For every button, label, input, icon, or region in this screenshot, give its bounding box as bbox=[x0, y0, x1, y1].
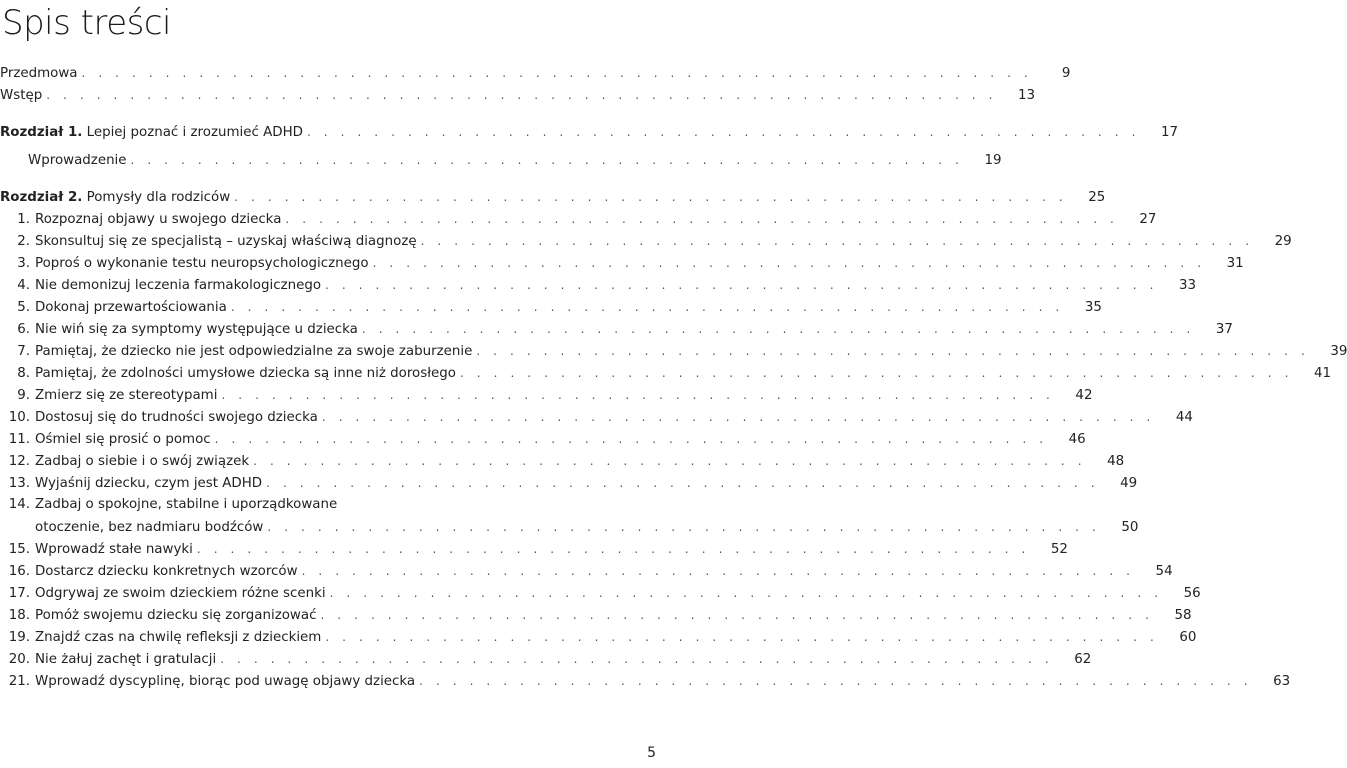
toc-item-number: 9. bbox=[17, 388, 30, 403]
toc-page-number: 39 bbox=[1330, 344, 1347, 359]
dot-leader: . . . . . . . . . . . . . . . . . . . . . . . . . . . . . . . . . . . . . . . . . . . . . . . . . . bbox=[266, 476, 1100, 490]
toc-item[interactable] bbox=[0, 428, 1086, 450]
toc-item-label: Wprowadź stałe nawyki bbox=[35, 542, 193, 557]
toc-item[interactable] bbox=[0, 604, 1192, 626]
toc-item-number: 14. bbox=[8, 497, 30, 512]
toc-item[interactable] bbox=[0, 208, 1157, 230]
dot-leader: . . . . . . . . . . . . . . . . . . . . . . . . . . . . . . . . . . . . . . . . . . . . . . . . . . bbox=[214, 432, 1048, 446]
dot-leader: . . . . . . . . . . . . . . . . . . . . . . . . . . . . . . . . . . . . . . . . . . . . . . . . . . . . . . . . . bbox=[46, 88, 998, 102]
toc-entry-wstep[interactable] bbox=[0, 84, 1036, 106]
toc-page-number: 31 bbox=[1226, 256, 1244, 271]
toc-item-number: 13. bbox=[8, 476, 30, 491]
chapter-title: Pomysły dla rodziców bbox=[86, 190, 231, 205]
toc-page-number: 49 bbox=[1120, 476, 1138, 491]
toc-item[interactable] bbox=[0, 296, 1102, 318]
dot-leader: . . . . . . . . . . . . . . . . . . . . . . . . . . . . . . . . . . . . . . . . . . . . . . . . . . bbox=[267, 520, 1101, 534]
dot-leader: . . . . . . . . . . . . . . . . . . . . . . . . . . . . . . . . . . . . . . . . . . . . . . . . . . bbox=[420, 234, 1254, 248]
toc-item-number: 6. bbox=[17, 322, 30, 337]
toc-item-label: Zmierz się ze stereotypami bbox=[35, 388, 218, 403]
toc-item[interactable] bbox=[0, 230, 1292, 252]
toc-item-label: Zadbaj o spokojne, stabilne i uporządkowane bbox=[35, 497, 338, 512]
toc-page-number: 9 bbox=[1061, 66, 1071, 81]
toc-item[interactable] bbox=[0, 582, 1201, 604]
dot-leader: . . . . . . . . . . . . . . . . . . . . . . . . . . . . . . . . . . . . . . . . . . . . . . . . . . bbox=[306, 125, 1140, 139]
toc-page-number: 25 bbox=[1088, 190, 1106, 205]
toc-item-number: 17. bbox=[8, 586, 30, 601]
toc-item-label: Nie demonizuj leczenia farmakologicznego bbox=[35, 278, 322, 293]
toc-chapter-1[interactable] bbox=[0, 121, 1178, 143]
toc-page-number: 29 bbox=[1274, 234, 1292, 249]
toc-page-number: 48 bbox=[1107, 454, 1125, 469]
toc-item-number: 4. bbox=[17, 278, 30, 293]
toc-page-number: 41 bbox=[1313, 366, 1331, 381]
toc-item-number: 5. bbox=[17, 300, 30, 315]
toc-item-label: Poproś o wykonanie testu neuropsychologicznego bbox=[35, 256, 369, 271]
toc-item-number: 7. bbox=[17, 344, 30, 359]
toc-item-number: 10. bbox=[8, 410, 30, 425]
toc-page-number: 60 bbox=[1179, 630, 1197, 645]
toc-item-label: Odgrywaj ze swoim dzieckiem różne scenki bbox=[35, 586, 326, 601]
toc-item[interactable] bbox=[0, 252, 1244, 274]
toc-item-label: Znajdź czas na chwilę refleksji z dzieckiem bbox=[35, 630, 322, 645]
toc-item-number: 2. bbox=[17, 234, 30, 249]
toc-item-label: Pamiętaj, że zdolności umysłowe dziecka są inne niż dorosłego bbox=[35, 366, 456, 381]
toc-item-number: 16. bbox=[8, 564, 30, 579]
dot-leader: . . . . . . . . . . . . . . . . . . . . . . . . . . . . . . . . . . . . . . . . . . . . . . . . . . bbox=[321, 410, 1155, 424]
dot-leader: . . . . . . . . . . . . . . . . . . . . . . . . . . . . . . . . . . . . . . . . . . . . . . . . . . bbox=[459, 366, 1293, 380]
dot-leader: . . . . . . . . . . . . . . . . . . . . . . . . . . . . . . . . . . . . . . . . . . . . . . . . . . bbox=[361, 322, 1195, 336]
toc-item[interactable] bbox=[0, 472, 1138, 494]
toc-chapter-2[interactable] bbox=[0, 186, 1106, 208]
dot-leader: . . . . . . . . . . . . . . . . . . . . . . . . . . . . . . . . . . . . . . . . . . . . . . . . . . bbox=[130, 153, 964, 167]
dot-leader: . . . . . . . . . . . . . . . . . . . . . . . . . . . . . . . . . . . . . . . . . . . . . . . . . . bbox=[220, 652, 1054, 666]
toc-page-number: 52 bbox=[1050, 542, 1068, 557]
dot-leader: . . . . . . . . . . . . . . . . . . . . . . . . . . . . . . . . . . . . . . . . . . . . . . . . . . bbox=[419, 674, 1253, 688]
toc-page-number: 27 bbox=[1139, 212, 1157, 227]
toc-item[interactable] bbox=[0, 494, 660, 516]
toc-item[interactable] bbox=[0, 406, 1193, 428]
page-number: 5 bbox=[647, 745, 656, 761]
toc-item-number: 18. bbox=[8, 608, 30, 623]
toc-item-label: Pomóż swojemu dziecku się zorganizować bbox=[35, 608, 317, 623]
dot-leader: . . . . . . . . . . . . . . . . . . . . . . . . . . . . . . . . . . . . . . . . . . . . . . . . . . bbox=[234, 190, 1068, 204]
toc-entry-wprowadzenie[interactable] bbox=[0, 149, 1002, 171]
toc-item-label: Pamiętaj, że dziecko nie jest odpowiedzialne za swoje zaburzenie bbox=[35, 344, 473, 359]
chapter-title: Lepiej poznać i zrozumieć ADHD bbox=[86, 125, 303, 140]
toc-item-number: 11. bbox=[8, 432, 30, 447]
dot-leader: . . . . . . . . . . . . . . . . . . . . . . . . . . . . . . . . . . . . . . . . . . . . . . . . . . bbox=[253, 454, 1087, 468]
toc-item-label: Dostosuj się do trudności swojego dziecka bbox=[35, 410, 318, 425]
chapter-label: Rozdział 1. bbox=[0, 125, 83, 140]
toc-item[interactable] bbox=[0, 560, 1173, 582]
toc-item-number: 3. bbox=[17, 256, 30, 271]
dot-leader: . . . . . . . . . . . . . . . . . . . . . . . . . . . . . . . . . . . . . . . . . . . . . . . . . . bbox=[196, 542, 1030, 556]
toc-page-number: 19 bbox=[984, 153, 1002, 168]
dot-leader: . . . . . . . . . . . . . . . . . . . . . . . . . . . . . . . . . . . . . . . . . . . . . . . . . . bbox=[325, 630, 1159, 644]
dot-leader: . . . . . . . . . . . . . . . . . . . . . . . . . . . . . . . . . . . . . . . . . . . . . . . . . . bbox=[329, 586, 1163, 600]
toc-item-label: Skonsultuj się ze specjalistą – uzyskaj właściwą diagnozę bbox=[35, 234, 417, 249]
toc-item-label: Dostarcz dziecku konkretnych wzorców bbox=[35, 564, 298, 579]
toc-item-label: Nie wiń się za symptomy występujące u dziecka bbox=[35, 322, 358, 337]
toc-page-number: 17 bbox=[1160, 125, 1178, 140]
toc-item-number: 21. bbox=[8, 674, 30, 689]
toc-page-number: 13 bbox=[1018, 88, 1036, 103]
toc-item-label: Dokonaj przewartościowania bbox=[35, 300, 227, 315]
toc-item-number: 12. bbox=[8, 454, 30, 469]
toc-item[interactable] bbox=[0, 626, 1197, 648]
toc-item-number: 20. bbox=[8, 652, 30, 667]
page-title: Spis treści bbox=[2, 3, 171, 43]
toc-item-number: 8. bbox=[17, 366, 30, 381]
toc-item[interactable] bbox=[0, 318, 1233, 340]
toc-page-number: 33 bbox=[1179, 278, 1197, 293]
toc-entry-przedmowa[interactable] bbox=[0, 62, 1071, 84]
toc-item-number: 19. bbox=[8, 630, 30, 645]
dot-leader: . . . . . . . . . . . . . . . . . . . . . . . . . . . . . . . . . . . . . . . . . . . . . . . . . . . . . . . . . bbox=[81, 66, 1033, 80]
toc-page-number: 42 bbox=[1075, 388, 1093, 403]
toc-page-number: 58 bbox=[1174, 608, 1192, 623]
toc-page-number: 35 bbox=[1084, 300, 1102, 315]
toc-page-number: 54 bbox=[1155, 564, 1173, 579]
dot-leader: . . . . . . . . . . . . . . . . . . . . . . . . . . . . . . . . . . . . . . . . . . . . . . . . . . bbox=[476, 344, 1310, 358]
dot-leader: . . . . . . . . . . . . . . . . . . . . . . . . . . . . . . . . . . . . . . . . . . . . . . . . . . bbox=[221, 388, 1055, 402]
toc-item-label: Zadbaj o siebie i o swój związek bbox=[35, 454, 250, 469]
toc-item-continuation[interactable] bbox=[0, 516, 1139, 538]
toc-item[interactable] bbox=[0, 362, 1331, 384]
dot-leader: . . . . . . . . . . . . . . . . . . . . . . . . . . . . . . . . . . . . . . . . . . . . . . . . . . bbox=[285, 212, 1119, 226]
toc-item-label: Rozpoznaj objawy u swojego dziecka bbox=[35, 212, 282, 227]
toc-item[interactable] bbox=[0, 450, 1125, 472]
toc-page-number: 46 bbox=[1068, 432, 1086, 447]
toc-item-label: Ośmiel się prosić o pomoc bbox=[35, 432, 211, 447]
toc-page-number: 56 bbox=[1183, 586, 1201, 601]
toc-item-number: 1. bbox=[17, 212, 30, 227]
toc-item-label: otoczenie, bez nadmiaru bodźców bbox=[35, 520, 264, 535]
dot-leader: . . . . . . . . . . . . . . . . . . . . . . . . . . . . . . . . . . . . . . . . . . . . . . . . . . bbox=[230, 300, 1064, 314]
toc-page-number: 63 bbox=[1273, 674, 1291, 689]
toc-item[interactable] bbox=[0, 670, 1291, 692]
toc-entry-label: Przedmowa bbox=[0, 66, 78, 81]
chapter-label: Rozdział 2. bbox=[0, 190, 83, 205]
toc-item-label: Wprowadź dyscyplinę, biorąc pod uwagę objawy dziecka bbox=[35, 674, 416, 689]
toc-item[interactable] bbox=[0, 274, 1197, 296]
toc-page-number: 62 bbox=[1074, 652, 1092, 667]
toc-entry-label: Wstęp bbox=[0, 88, 43, 103]
toc-page-number: 37 bbox=[1215, 322, 1233, 337]
toc-entry-label: Wprowadzenie bbox=[28, 153, 127, 168]
toc-page-number: 44 bbox=[1175, 410, 1193, 425]
toc-item[interactable] bbox=[0, 384, 1093, 406]
toc-item-number: 15. bbox=[8, 542, 30, 557]
dot-leader: . . . . . . . . . . . . . . . . . . . . . . . . . . . . . . . . . . . . . . . . . . . . . . . . . . bbox=[301, 564, 1135, 578]
toc-page-number: 50 bbox=[1121, 520, 1139, 535]
toc-item[interactable] bbox=[0, 648, 1092, 670]
toc-item[interactable] bbox=[0, 340, 1347, 362]
dot-leader: . . . . . . . . . . . . . . . . . . . . . . . . . . . . . . . . . . . . . . . . . . . . . . . . . . bbox=[325, 278, 1159, 292]
dot-leader: . . . . . . . . . . . . . . . . . . . . . . . . . . . . . . . . . . . . . . . . . . . . . . . . . . bbox=[320, 608, 1154, 622]
dot-leader: . . . . . . . . . . . . . . . . . . . . . . . . . . . . . . . . . . . . . . . . . . . . . . . . . . bbox=[372, 256, 1206, 270]
toc-item[interactable] bbox=[0, 538, 1068, 560]
toc-item-label: Nie żałuj zachęt i gratulacji bbox=[35, 652, 217, 667]
toc-item-label: Wyjaśnij dziecku, czym jest ADHD bbox=[35, 476, 263, 491]
